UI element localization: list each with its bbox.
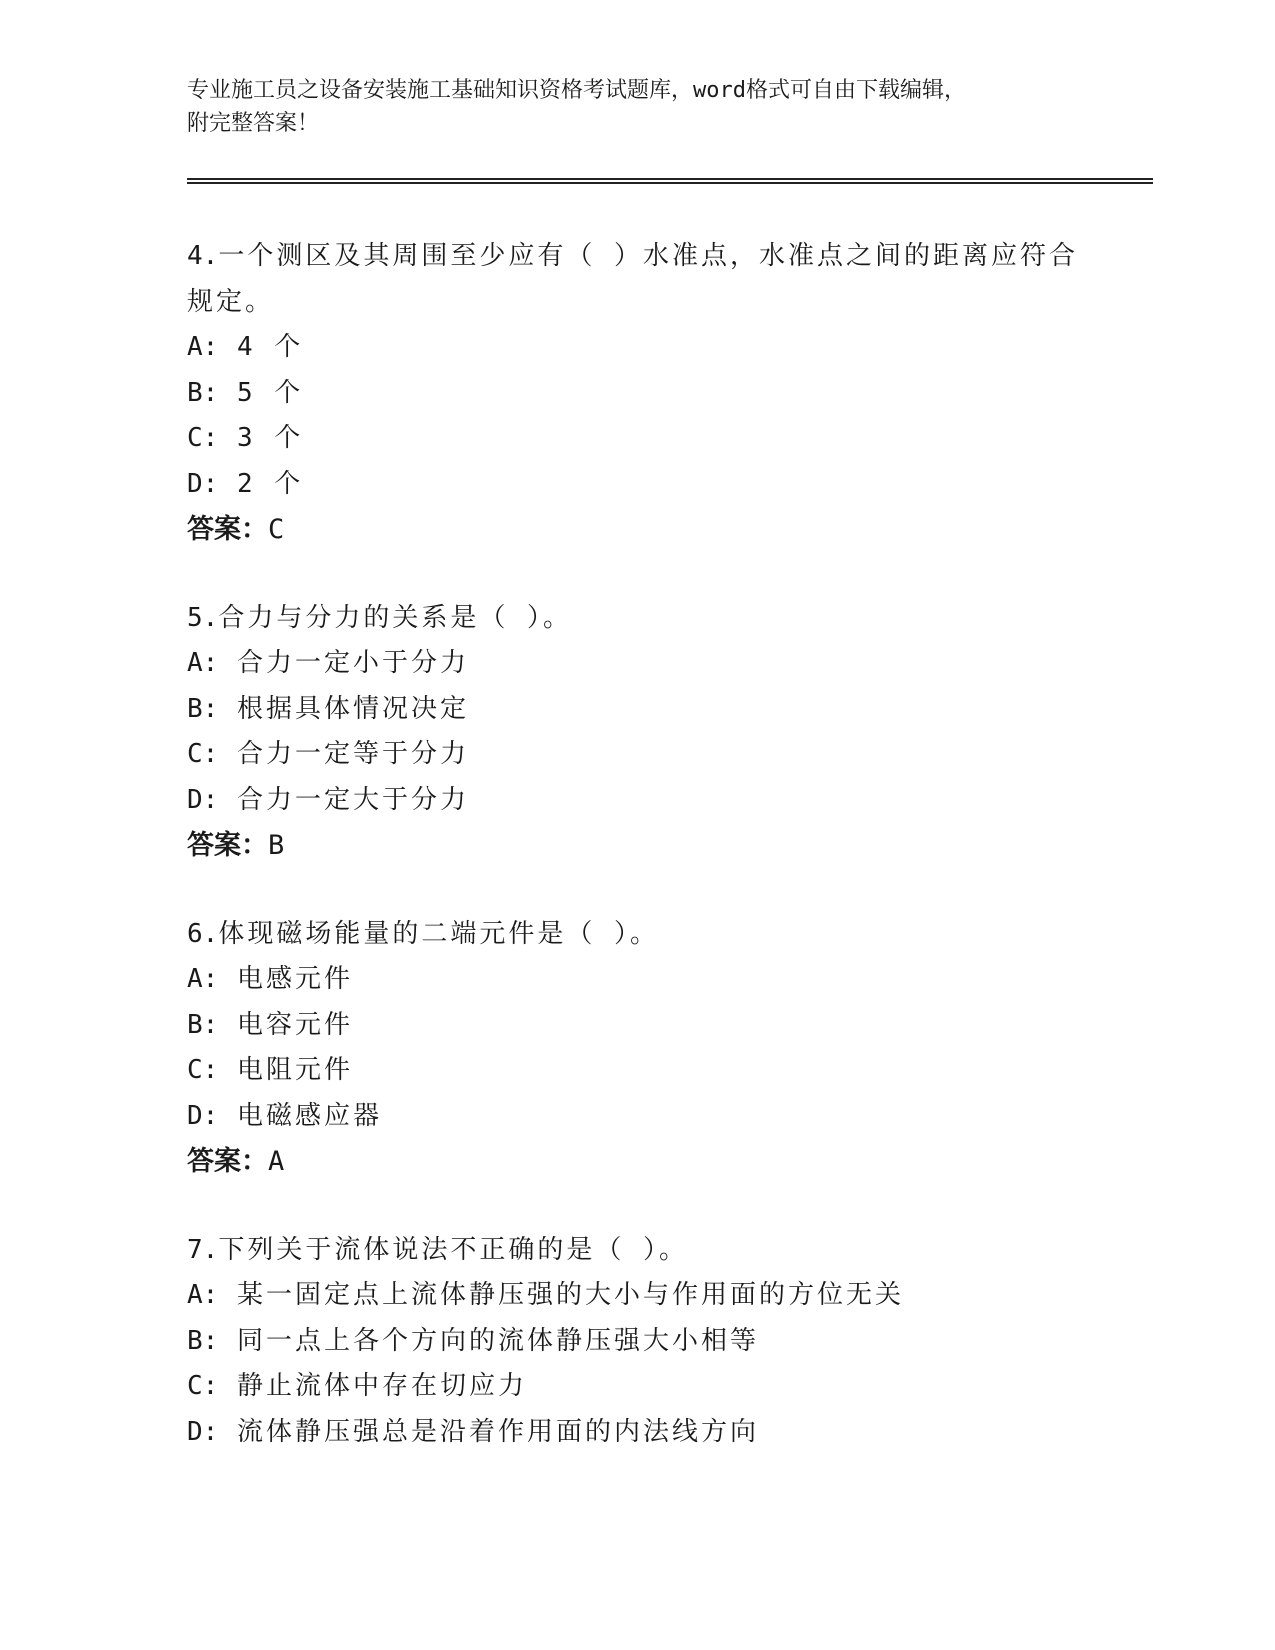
option-b bbox=[187, 1319, 1087, 1365]
option-letter: C: bbox=[187, 423, 219, 453]
option-text: 5 个 bbox=[236, 377, 304, 408]
question-number: 5. bbox=[187, 602, 219, 633]
answer-value: C bbox=[268, 514, 285, 545]
question-stem bbox=[187, 912, 1087, 958]
option-c bbox=[187, 416, 1087, 462]
option-b bbox=[187, 687, 1087, 733]
option-letter: C: bbox=[187, 1055, 219, 1085]
question-number: 6. bbox=[187, 918, 219, 949]
question-6 bbox=[187, 912, 1087, 1185]
option-letter: D: bbox=[187, 1100, 219, 1131]
header-line-1: 专业施工员之设备安装施工基础知识资格考试题库，word格式可自由下载编辑， bbox=[187, 78, 966, 103]
option-letter: D: bbox=[187, 784, 219, 815]
option-c bbox=[187, 1364, 1087, 1410]
answer-line bbox=[187, 823, 1087, 869]
option-a bbox=[187, 641, 1087, 687]
option-letter: A: bbox=[187, 648, 219, 678]
header-divider bbox=[187, 178, 1153, 184]
option-b bbox=[187, 371, 1087, 417]
option-letter: D: bbox=[187, 468, 219, 499]
option-d bbox=[187, 778, 1087, 824]
answer-label: 答案： bbox=[187, 830, 268, 861]
option-text: 3 个 bbox=[236, 423, 304, 453]
option-c bbox=[187, 732, 1087, 778]
header-line-2: 附完整答案！ bbox=[187, 111, 320, 136]
option-letter: C: bbox=[187, 739, 219, 769]
answer-label: 答案： bbox=[187, 514, 268, 545]
option-letter: B: bbox=[187, 377, 219, 408]
option-text: 电容元件 bbox=[236, 1009, 353, 1040]
option-d bbox=[187, 1410, 1087, 1456]
option-letter: B: bbox=[187, 693, 219, 724]
option-letter: A: bbox=[187, 332, 219, 362]
question-number: 4. bbox=[187, 241, 219, 271]
option-letter: A: bbox=[187, 964, 219, 994]
option-text: 合力一定小于分力 bbox=[236, 648, 469, 678]
option-text: 某一固定点上流体静压强的大小与作用面的方位无关 bbox=[236, 1280, 904, 1310]
question-stem bbox=[187, 596, 1087, 642]
option-text: 流体静压强总是沿着作用面的内法线方向 bbox=[236, 1416, 759, 1447]
option-text: 静止流体中存在切应力 bbox=[236, 1371, 527, 1401]
divider-rule-bottom bbox=[187, 182, 1153, 184]
answer-value: A bbox=[268, 1146, 285, 1177]
option-letter: B: bbox=[187, 1325, 219, 1356]
answer-line bbox=[187, 507, 1087, 553]
option-d bbox=[187, 1094, 1087, 1140]
question-list bbox=[187, 234, 1087, 1498]
answer-value: B bbox=[268, 830, 285, 861]
question-stem-text: 合力与分力的关系是（ ）。 bbox=[218, 602, 572, 633]
question-stem-continuation: 规定。 bbox=[187, 286, 275, 317]
question-stem-text: 一个测区及其周围至少应有（ ）水准点，水准点之间的距离应符合 bbox=[218, 241, 1078, 271]
divider-rule-top bbox=[187, 178, 1153, 180]
document-header bbox=[187, 74, 1087, 140]
answer-label: 答案： bbox=[187, 1146, 268, 1177]
option-letter: A: bbox=[187, 1280, 219, 1310]
option-text: 4 个 bbox=[236, 332, 304, 362]
question-5 bbox=[187, 596, 1087, 869]
option-b bbox=[187, 1003, 1087, 1049]
question-stem bbox=[187, 1228, 1087, 1274]
option-c bbox=[187, 1048, 1087, 1094]
option-text: 合力一定大于分力 bbox=[236, 784, 469, 815]
option-text: 2 个 bbox=[236, 468, 304, 499]
option-a bbox=[187, 1273, 1087, 1319]
question-stem bbox=[187, 234, 1087, 280]
question-stem-text: 体现磁场能量的二端元件是（ ）。 bbox=[218, 918, 659, 949]
option-text: 电磁感应器 bbox=[236, 1100, 382, 1131]
option-a bbox=[187, 325, 1087, 371]
option-text: 根据具体情况决定 bbox=[236, 693, 469, 724]
answer-line bbox=[187, 1139, 1087, 1185]
option-text: 合力一定等于分力 bbox=[236, 739, 469, 769]
question-7 bbox=[187, 1228, 1087, 1456]
question-number: 7. bbox=[187, 1234, 219, 1265]
option-text: 电阻元件 bbox=[236, 1055, 353, 1085]
option-letter: C: bbox=[187, 1371, 219, 1401]
option-letter: B: bbox=[187, 1009, 219, 1040]
option-text: 电感元件 bbox=[236, 964, 353, 994]
option-letter: D: bbox=[187, 1416, 219, 1447]
question-stem-text: 下列关于流体说法不正确的是（ ）。 bbox=[218, 1234, 688, 1265]
question-4 bbox=[187, 234, 1087, 553]
option-text: 同一点上各个方向的流体静压强大小相等 bbox=[236, 1325, 759, 1356]
option-a bbox=[187, 957, 1087, 1003]
option-d bbox=[187, 462, 1087, 508]
